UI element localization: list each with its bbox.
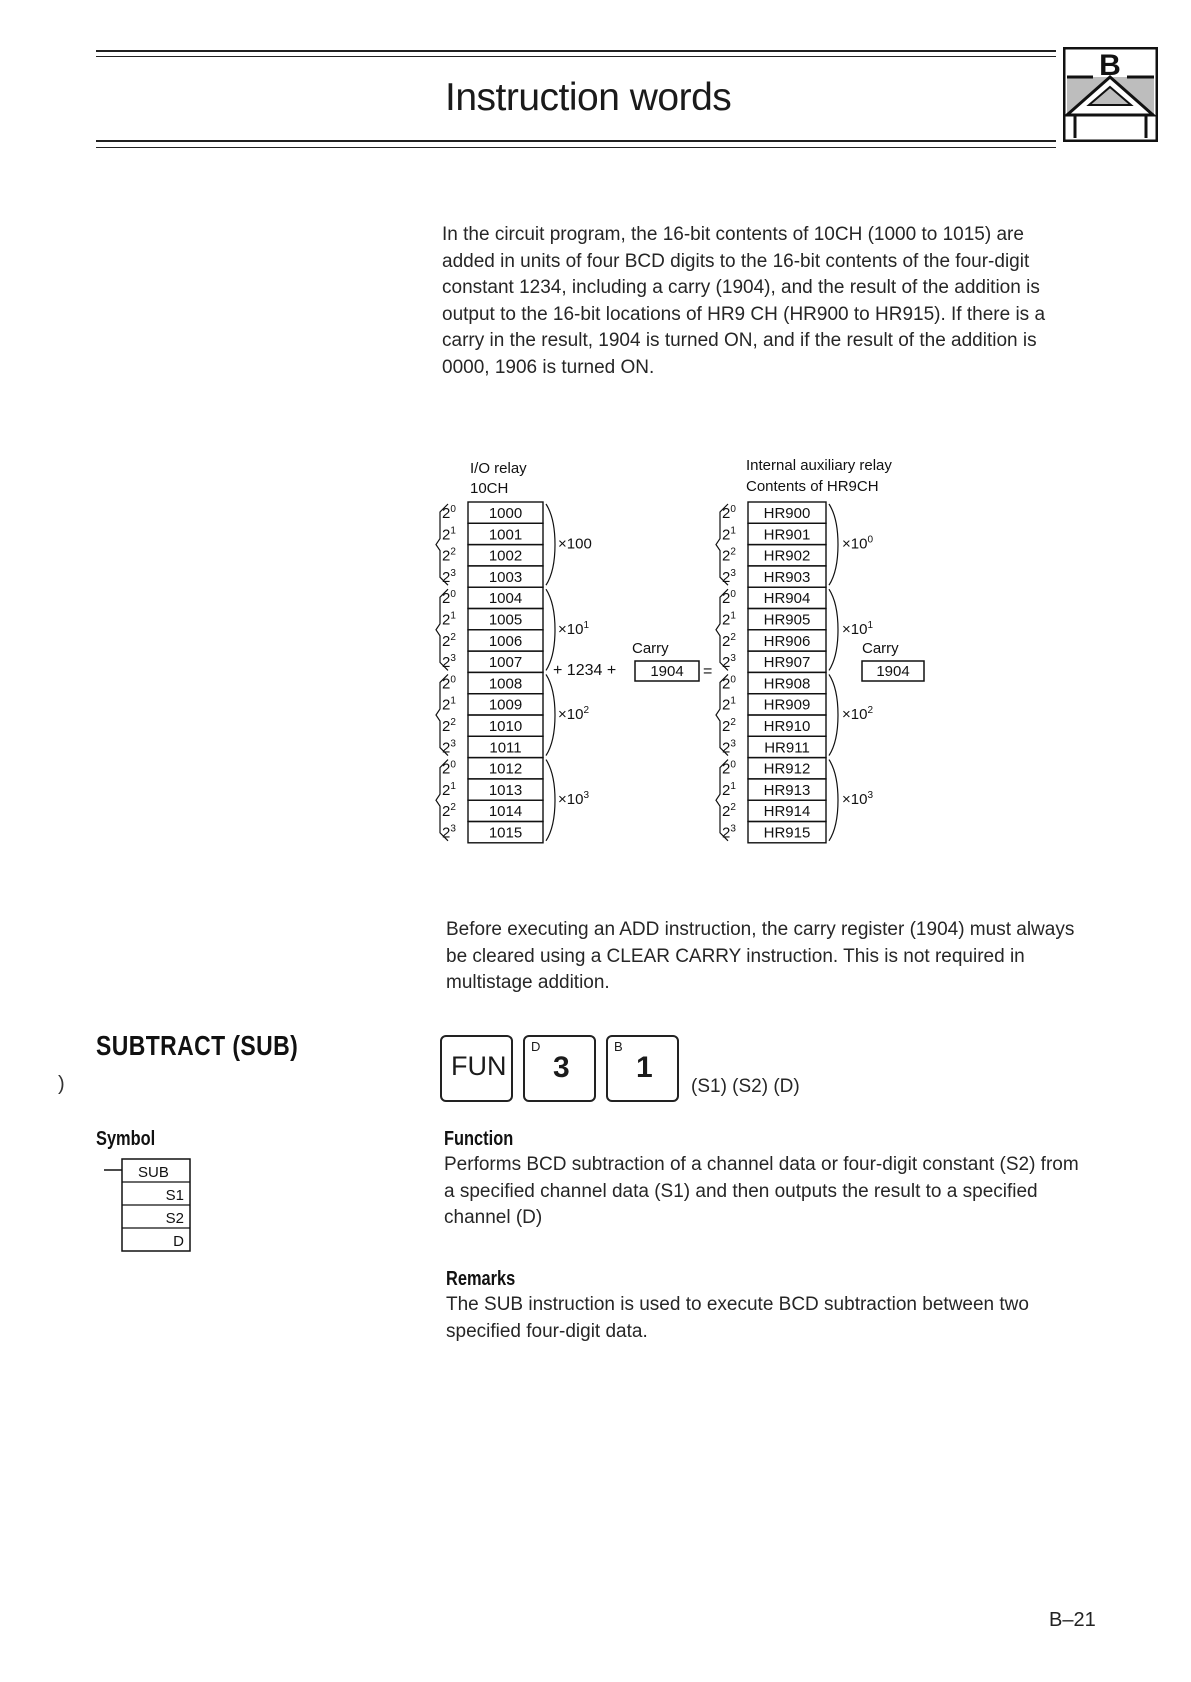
left-cell: 1010 (488, 718, 523, 735)
left-cell: 1001 (488, 526, 523, 544)
left-bit-weight: $2^0$ (442, 759, 456, 778)
margin-mark: ) (58, 1073, 65, 1095)
right-bit-weight: $2^0$ (722, 759, 736, 778)
left-bit-weight: $2^1$ (442, 780, 456, 799)
intro-paragraph: In the circuit program, the 16-bit contents of 10CH (1000 to 1015) are added in units of four BCD digits to the 16-bit contents of the four-digit constant 1234, including a carry (1904), and the result of the addition is output to the 16-bit locations of HR9 CH (HR900 to HR915). If there is a carry in the result, 1904 is turned ON, and if the result of the addition is 0000, 1906 is turned ON. (442, 224, 1046, 378)
symbol-row-d: D (173, 1233, 184, 1250)
left-cell: 1005 (488, 611, 523, 629)
right-carry-value: 1904 (876, 663, 910, 680)
operand-list: (S1) (S2) (D) (691, 1076, 800, 1097)
right-cell: HR906 (763, 632, 811, 650)
left-group-brace-right (546, 589, 555, 670)
sub-ladder-symbol (104, 1158, 194, 1254)
right-multiplier: $\times 10^0$ (842, 534, 874, 553)
header-rule-top (96, 50, 1056, 52)
left-multiplier: ×100 (558, 535, 592, 553)
right-bit-weight: $2^2$ (722, 631, 736, 650)
left-bit-weight: $2^2$ (442, 546, 456, 565)
left-group-subtitle: 10CH (470, 480, 509, 497)
left-bit-weight: $2^3$ (442, 567, 456, 586)
right-cell: HR900 (763, 505, 811, 522)
left-cell: 1007 (488, 654, 523, 672)
digit-1-key (606, 1035, 679, 1102)
symbol-row-s2: S2 (165, 1210, 184, 1227)
left-cell: 1012 (488, 760, 523, 778)
function-text: Performs BCD subtraction of a channel data or four-digit constant (S2) from a specified channel data (S1) and then outputs the result to a specified channel (D) (444, 1154, 1079, 1228)
right-cell: HR914 (763, 803, 811, 821)
sub-section-heading: SUBTRACT (SUB) (96, 1030, 299, 1061)
equals-sign: = (703, 663, 713, 680)
right-bit-weight: $2^0$ (722, 589, 736, 608)
right-bit-weight: $2^3$ (722, 567, 736, 586)
right-cell: HR901 (763, 526, 811, 544)
left-cell: 1014 (488, 803, 523, 821)
right-group-subtitle: Contents of HR9CH (746, 478, 879, 495)
right-cell: HR912 (763, 760, 811, 778)
left-cell: 1004 (488, 590, 523, 608)
right-bit-weight: $2^1$ (722, 610, 736, 629)
right-multiplier: $\times 10^2$ (842, 705, 874, 723)
fun-key (440, 1035, 513, 1102)
right-bit-weight: $2^0$ (722, 674, 736, 693)
left-cell: 1013 (488, 781, 523, 799)
header-rule-bottom (96, 140, 1056, 142)
right-bit-weight: $2^1$ (722, 780, 736, 799)
remarks-heading: Remarks (446, 1268, 516, 1290)
left-multiplier: $\times 10^1$ (558, 619, 590, 638)
right-bit-weight: $2^3$ (722, 653, 736, 672)
right-bit-weight: $2^3$ (722, 738, 736, 757)
left-bit-weight: $2^3$ (442, 738, 456, 757)
right-bit-weight: $2^3$ (722, 823, 736, 842)
left-group-title: I/O relay (470, 460, 527, 477)
digit-3-key-label: 3 (553, 1051, 570, 1084)
bcd-addition-diagram (430, 450, 950, 850)
right-cell: HR910 (763, 718, 811, 735)
left-bit-weight: $2^1$ (442, 610, 456, 629)
right-carry-label: Carry (862, 640, 899, 657)
digit-3-key (523, 1035, 596, 1102)
left-cell: 1003 (488, 568, 523, 586)
left-bit-weight: $2^2$ (442, 631, 456, 650)
right-group-brace-right (829, 674, 838, 755)
right-group-brace-right (829, 589, 838, 670)
symbol-heading: Symbol (96, 1128, 156, 1150)
right-cell: HR908 (763, 675, 811, 693)
digit-1-key-superscript: B (614, 1039, 623, 1054)
page-title: Instruction words (445, 76, 732, 119)
right-cell: HR909 (763, 696, 811, 714)
right-cell: HR905 (763, 611, 811, 629)
left-group-brace-right (546, 504, 555, 585)
left-bit-weight: $2^0$ (442, 589, 456, 608)
left-bit-weight: $2^1$ (442, 695, 456, 714)
left-bit-weight: $2^3$ (442, 653, 456, 672)
left-bit-weight: $2^0$ (442, 674, 456, 693)
function-heading: Function (444, 1128, 514, 1150)
left-cell: 1009 (488, 696, 523, 714)
fun-key-label: FUN (451, 1051, 507, 1081)
right-bit-weight: $2^2$ (722, 546, 736, 565)
left-cell: 1015 (488, 824, 523, 842)
digit-1-key-label: 1 (636, 1051, 653, 1084)
right-bit-weight: $2^2$ (722, 717, 736, 735)
left-group-brace-right (546, 760, 555, 841)
right-cell: HR911 (764, 739, 810, 757)
right-cell: HR913 (763, 781, 811, 799)
symbol-row-sub: SUB (138, 1164, 169, 1181)
left-cell: 1006 (488, 632, 523, 650)
right-multiplier: $\times 10^1$ (842, 619, 874, 638)
right-cell: HR902 (763, 547, 811, 565)
remarks-text: The SUB instruction is used to execute BCD subtraction between two specified four-digit data. (446, 1294, 1029, 1342)
section-b-logo-icon (1063, 47, 1158, 142)
right-cell: HR907 (763, 654, 811, 672)
right-group-brace-right (829, 760, 838, 841)
note-paragraph: Before executing an ADD instruction, the carry register (1904) must always be cleared using a CLEAR CARRY instruction. This is not required in multistage addition. (446, 919, 1075, 993)
symbol-row-s1: S1 (165, 1187, 184, 1204)
left-bit-weight: $2^1$ (442, 525, 456, 544)
header-rule-top-2 (96, 56, 1056, 57)
left-bit-weight: $2^2$ (442, 717, 456, 735)
right-bit-weight: $2^2$ (722, 802, 736, 821)
plus-constant: + 1234 + (553, 662, 617, 679)
right-cell: HR915 (763, 824, 811, 842)
logo-letter: B (1099, 49, 1121, 82)
header-rule-bottom-2 (96, 147, 1056, 148)
key-sequence (440, 1035, 800, 1102)
left-bit-weight: $2^2$ (442, 802, 456, 821)
digit-3-key-superscript: D (531, 1039, 541, 1054)
left-cell: 1000 (488, 505, 523, 522)
right-bit-weight: $2^1$ (722, 525, 736, 544)
left-group-brace-right (546, 674, 555, 755)
right-bit-weight: $2^1$ (722, 695, 736, 714)
left-bit-weight: $2^3$ (442, 823, 456, 842)
page-number: B–21 (1049, 1609, 1096, 1631)
left-cell: 1011 (489, 739, 522, 757)
left-multiplier: $\times 10^2$ (558, 705, 590, 723)
right-bit-weight: $2^0$ (722, 504, 736, 522)
left-bit-weight: $2^0$ (442, 504, 456, 522)
right-group-title: Internal auxiliary relay (746, 457, 892, 474)
left-multiplier: $\times 10^3$ (558, 790, 590, 809)
left-cell: 1002 (488, 547, 523, 565)
right-group-brace-right (829, 504, 838, 585)
right-cell: HR904 (763, 590, 811, 608)
carry-value: 1904 (650, 663, 684, 680)
left-cell: 1008 (488, 675, 523, 693)
carry-label: Carry (632, 640, 669, 657)
right-multiplier: $\times 10^3$ (842, 790, 874, 809)
right-cell: HR903 (763, 568, 811, 586)
